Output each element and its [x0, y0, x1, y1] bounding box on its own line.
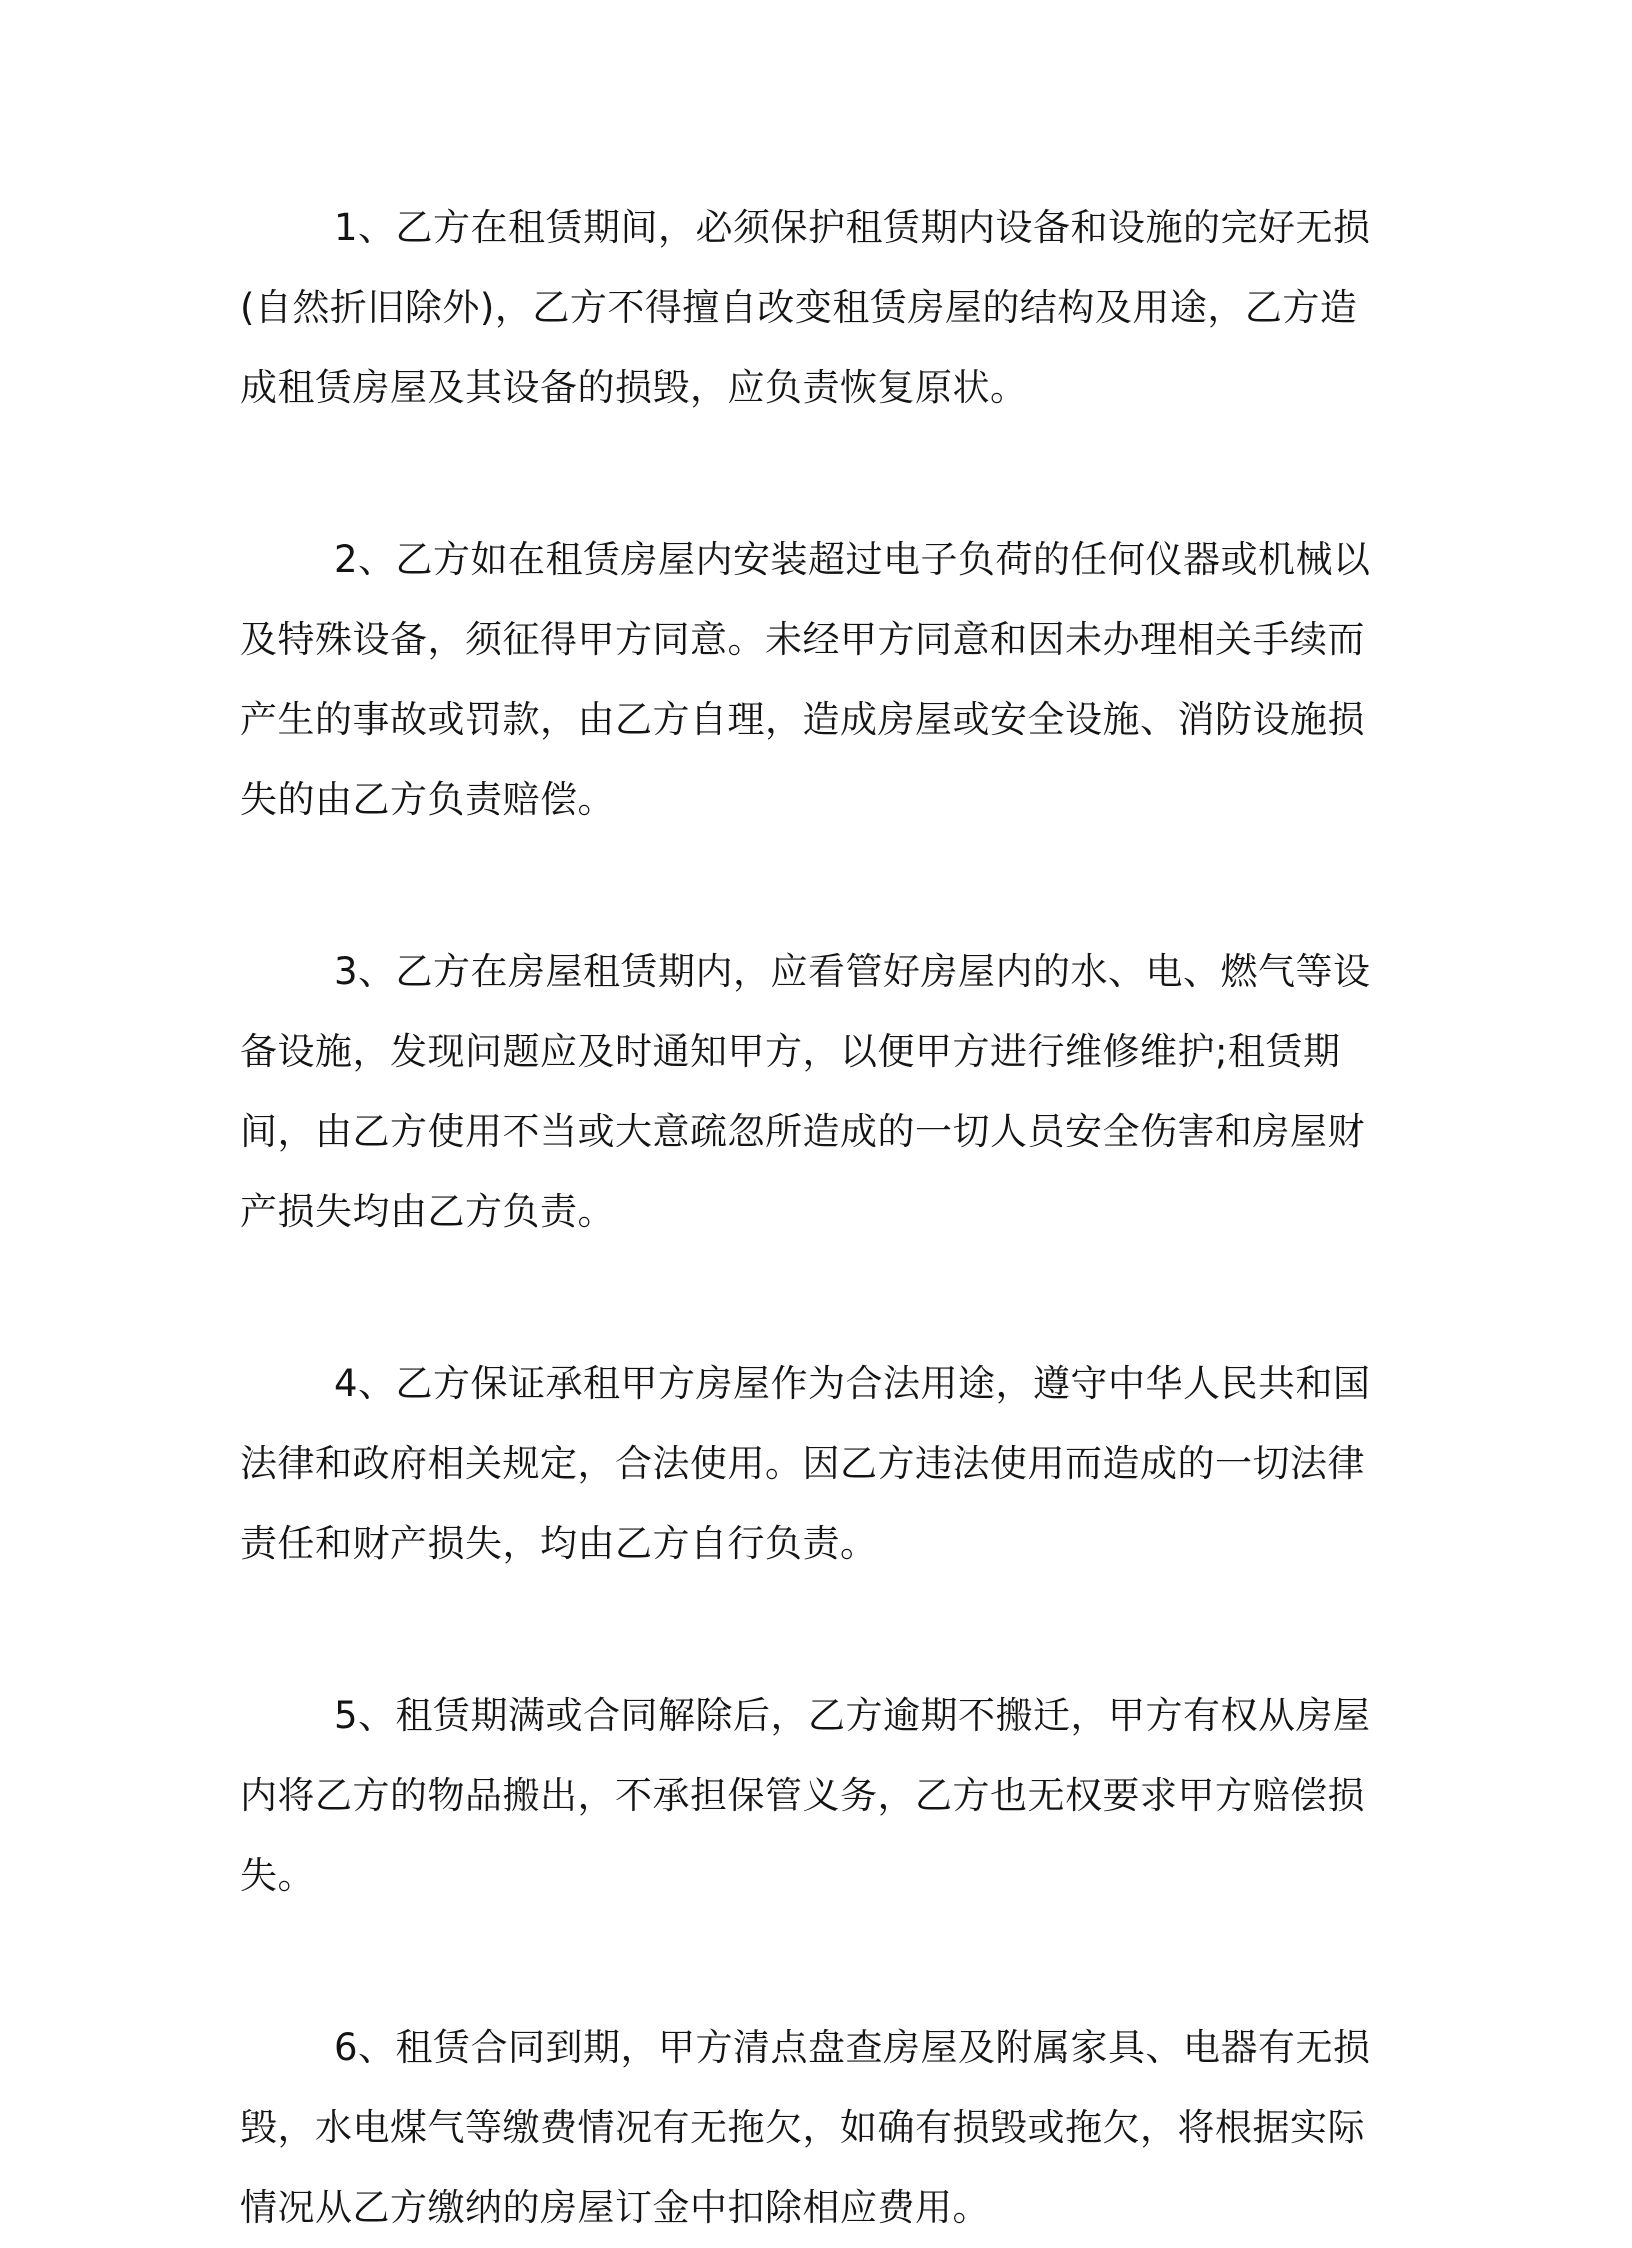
clause-6: 6、租赁合同到期，甲方清点盘查房屋及附属家具、电器有无损毁，水电煤气等缴费情况有无拖欠，如确有损毁或拖欠，将根据实际情况从乙方缴纳的房屋订金中扣除相应费用。 — [240, 2026, 1371, 2229]
contract-clauses — [240, 188, 1390, 2248]
clause-2: 2、乙方如在租赁房屋内安装超过电子负荷的任何仪器或机械以及特殊设备，须征得甲方同意。未经甲方同意和因未办理相关手续而产生的事故或罚款，由乙方自理，造成房屋或安全设施、消防设施损失的由乙方负责赔偿。 — [240, 538, 1371, 821]
clause-5: 5、租赁期满或合同解除后，乙方逾期不搬迁，甲方有权从房屋内将乙方的物品搬出，不承担保管义务，乙方也无权要求甲方赔偿损失。 — [240, 1694, 1371, 1897]
clause-3: 3、乙方在房屋租赁期内，应看管好房屋内的水、电、燃气等设备设施，发现问题应及时通知甲方，以便甲方进行维修维护;租赁期间，由乙方使用不当或大意疏忽所造成的一切人员安全伤害和房屋财产损失均由乙方负责。 — [240, 950, 1371, 1233]
clause-1: 1、乙方在租赁期间，必须保护租赁期内设备和设施的完好无损(自然折旧除外)，乙方不得擅自改变租赁房屋的结构及用途，乙方造成租赁房屋及其设备的损毁，应负责恢复原状。 — [240, 206, 1371, 409]
clause-4: 4、乙方保证承租甲方房屋作为合法用途，遵守中华人民共和国法律和政府相关规定，合法使用。因乙方违法使用而造成的一切法律责任和财产损失，均由乙方自行负责。 — [240, 1362, 1371, 1565]
